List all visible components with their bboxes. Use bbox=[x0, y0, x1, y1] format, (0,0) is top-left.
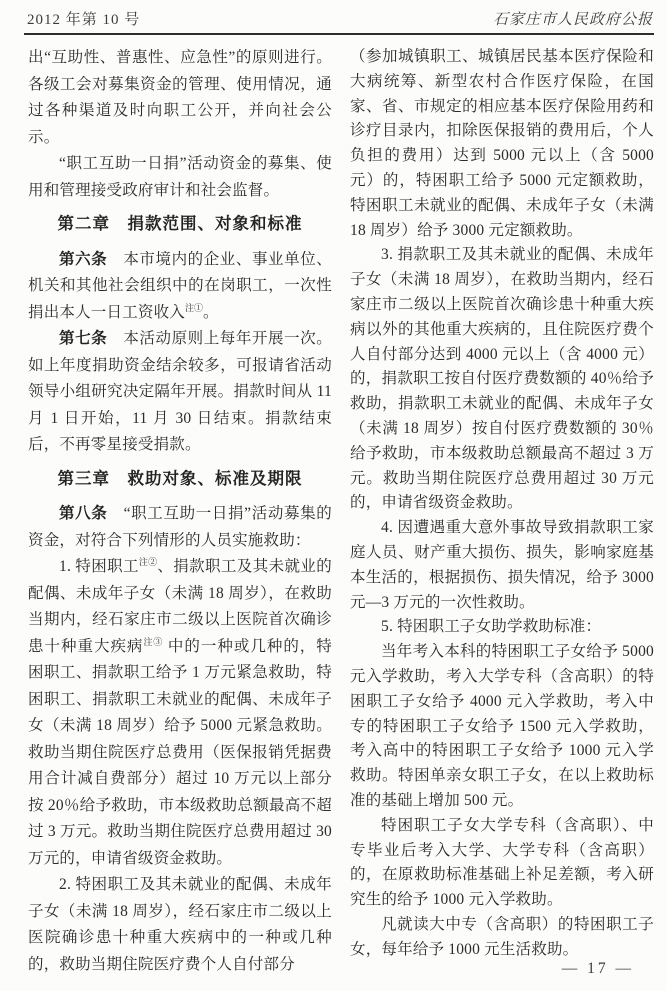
paragraph bbox=[350, 516, 654, 615]
chapter-heading: 第二章 捐款范围、对象和标准 bbox=[57, 215, 303, 233]
publication-title: 石家庄市人民政府公报 bbox=[492, 12, 653, 28]
text-run: 、捐款职工及其未就业的配偶、未成年子女（未满 18 周岁），在救助当期内，经石家庄市二级以上医院首次确诊患十种重大疾病 bbox=[28, 558, 332, 655]
text-run: 4. 因遭遇重大意外事故导致捐款职工家庭人员、财产重大损伤、损失，影响家庭基本生活的，根据损伤、损失情况，给予 3000 元—3 万元的一次性救助。 bbox=[350, 519, 654, 611]
paragraph bbox=[28, 501, 332, 554]
footnote-ref: 注② bbox=[138, 556, 158, 567]
paragraph bbox=[28, 247, 332, 327]
text-run: 5. 特困职工子女助学救助标准： bbox=[381, 618, 602, 636]
left-column bbox=[28, 45, 332, 978]
text-run: （参加城镇职工、城镇居民基本医疗保险和大病统筹、新型农村合作医疗保险，在国家、省、市规定的相应基本医疗保险用药和诊疗目录内，扣除医保报销的费用后，个人负担的费用）达到 5000 元以上（含 5000 元）的，特困职工给予 5000 元定额救助，特困职工未就业的配偶、未成年子女（未满 18 周岁）给予 3000 元定额救助。 bbox=[350, 48, 654, 239]
page-header bbox=[27, 8, 653, 29]
paragraph bbox=[350, 45, 654, 243]
paragraph bbox=[28, 326, 332, 459]
text-run: “职工互助一日捐”活动资金的募集、使用和管理接受政府审计和社会监督。 bbox=[28, 155, 332, 199]
article-label: 第七条 bbox=[59, 330, 108, 347]
paragraph bbox=[28, 45, 332, 151]
text-run: 本市境内的企业、事业单位、机关和其他社会组织中的在岗职工，一次性捐出本人一日工资收入 bbox=[28, 250, 332, 321]
text-run: 出“互助性、普惠性、应急性”的原则进行。各级工会对募集资金的管理、使用情况，通过各种渠道及时向职工公开，并向社会公示。 bbox=[28, 49, 332, 146]
text-run: 中的一种或几种的，特困职工、捐款职工给予 1 万元紧急救助，特困职工、捐款职工未就业的配偶、未成年子女（未满 18 周岁）给予 5000 元紧急救助。救助当期住院医疗总费用（医保报销凭据费用合计减自费部分）超过 10 万元以上部分按 20％给予救助，市本级救助总额最高不超过 3 万元。救助当期住院医疗总费用超过 30 万元的，申请省级资金救助。 bbox=[28, 637, 333, 867]
text-run: 本活动原则上每年开展一次。如上年度捐助资金结余较多，可报请省活动领导小组研究决定隔年开展。捐款时间从 11 月 1 日开始，11 月 30 日结束。捐款结束后，不再零星接受捐款。 bbox=[28, 330, 332, 453]
text-run: 当年考入本科的特困职工子女给予 5000 元入学救助，考入大学专科（含高职）的特困职工子女给予 4000 元入学救助，考入中专的特困职工子女给予 1500 元入学救助，考入高中的特困职工子女给予 1000 元入学救助。特困单亲女职工子女，在以上救助标准的基础上增加 500 元。 bbox=[350, 643, 654, 809]
paragraph bbox=[28, 554, 332, 872]
text-run: 1. 特困职工 bbox=[59, 558, 139, 575]
paragraph bbox=[350, 615, 654, 640]
right-column bbox=[350, 45, 654, 962]
footnote-ref: 注③ bbox=[143, 636, 164, 647]
issue-number: 2012 年第 10 号 bbox=[27, 12, 141, 28]
paragraph bbox=[350, 243, 654, 516]
text-run: 3. 捐款职工及其未就业的配偶、未成年子女（未满 18 周岁），在救助当期内，经石家庄市二级以上医院首次确诊患十种重大疾病以外的其他重大疾病的，且住院医疗费个人自付部分达到 4000 元以上（含 4000 元）的，捐款职工按自付医疗费数额的 40％给予救助，捐款职工未就业的配偶、未成年子女（未满 18 周岁）按自付医疗费数额的 30％给予救助，市本级救助总额最高不超过 3 万元。救助当期住院医疗总费用超过 30 万元的，申请省级资金救助。 bbox=[350, 246, 654, 512]
article-label: 第六条 bbox=[59, 250, 108, 268]
paragraph bbox=[350, 640, 654, 814]
article-label: 第八条 bbox=[59, 505, 108, 522]
text-run: 。 bbox=[203, 303, 219, 321]
paragraph bbox=[350, 913, 654, 963]
text-run: 2. 特困职工及其未就业的配偶、未成年子女（未满 18 周岁），经石家庄市二级以上医院确诊患十种重大疾病中的一种或几种的，救助当期住院医疗费个人自付部分 bbox=[28, 876, 332, 973]
paragraph bbox=[350, 814, 654, 913]
paragraph bbox=[28, 151, 332, 204]
chapter-heading: 第三章 救助对象、标准及期限 bbox=[57, 469, 303, 488]
text-run: 特困职工子女大学专科（含高职）、中专毕业后考入大学、大学专科（含高职）的，在原救助标准基础上补足差额，考入研究生的给予 1000 元入学救助。 bbox=[350, 816, 654, 909]
paragraph bbox=[28, 872, 332, 978]
page-number: — 17 — bbox=[561, 960, 634, 977]
text-run: 凡就读大中专（含高职）的特困职工子女，每年给予 1000 元生活救助。 bbox=[350, 915, 654, 958]
header-rule bbox=[24, 33, 654, 35]
text-run: “职工互助一日捐”活动募集的资金，对符合下列情形的人员实施救助： bbox=[28, 505, 332, 549]
footnote-ref: 注① bbox=[185, 302, 204, 313]
